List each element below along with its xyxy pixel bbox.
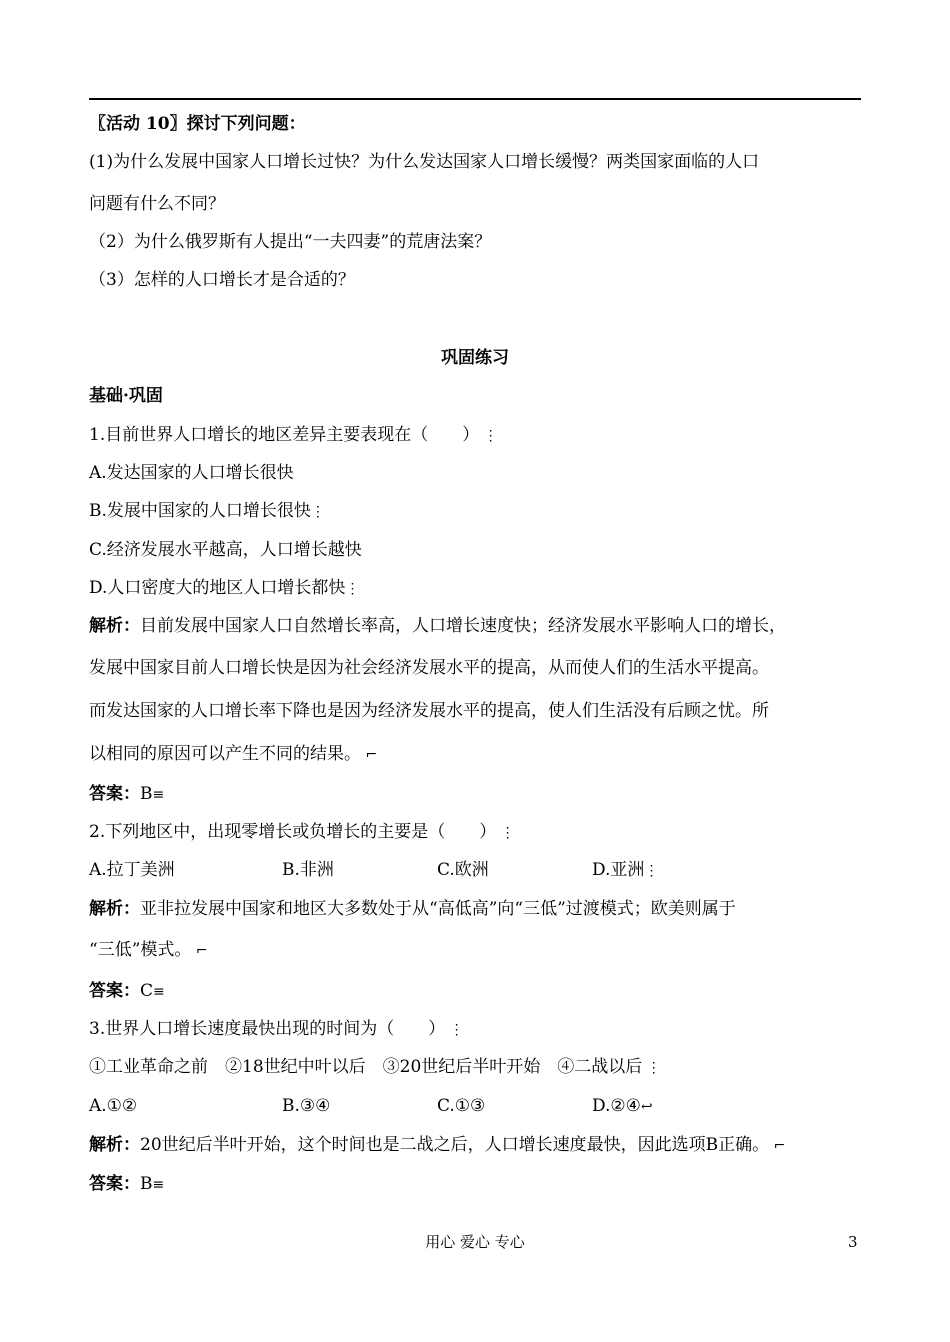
header-rule (89, 98, 861, 100)
question-2-analysis-line-1: 解析：亚非拉发展中国家和地区大多数处于从“高低高”向“三低”过渡模式；欧美则属于 (89, 899, 736, 919)
question-2-analysis-line-2: “三低”模式。 ⌐ (89, 940, 208, 960)
question-3-option-c: C.①③ (437, 1096, 486, 1116)
page-number: 3 (848, 1233, 858, 1251)
question-3-option-a: A.①② (89, 1096, 138, 1116)
question-1-option-c: C.经济发展水平越高，人口增长越快 (89, 540, 362, 560)
question-1-analysis-line-1: 解析：目前发展中国家人口自然增长率高，人口增长速度快；经济发展水平影响人口的增长， (89, 616, 786, 636)
activity-title: 〖活动 10〗探讨下列问题： (89, 114, 306, 134)
activity-question-1-line-1: (1)为什么发展中国家人口增长过快？为什么发达国家人口增长缓慢？两类国家面临的人口 (89, 152, 760, 172)
question-3-option-b: B.③④ (282, 1096, 331, 1116)
activity-question-3: （3）怎样的人口增长才是合适的？ (89, 270, 355, 290)
question-1-option-b: B.发展中国家的人口增长很快⋮ (89, 501, 325, 521)
question-1-analysis-line-3: 而发达国家的人口增长率下降也是因为经济发展水平的提高，使人们生活没有后顾之忧。所 (89, 701, 769, 721)
question-1-analysis-line-4: 以相同的原因可以产生不同的结果。 ⌐ (89, 744, 378, 764)
activity-question-2: （2）为什么俄罗斯有人提出“一夫四妻”的荒唐法案？ (89, 232, 492, 252)
subsection-title: 基础·巩固 (89, 386, 163, 406)
question-2-answer: 答案：C≡ (89, 981, 165, 1001)
page-footer: 用心 爱心 专心 (425, 1233, 525, 1251)
section-title: 巩固练习 (441, 348, 509, 368)
question-2-option-c: C.欧洲 (437, 860, 489, 880)
question-3-analysis-line-1: 解析：20世纪后半叶开始，这个时间也是二战之后，人口增长速度最快，因此选项B正确。 ⌐ (89, 1135, 786, 1155)
question-1-stem: 1.目前世界人口增长的地区差异主要表现在（ ） ⋮ (89, 425, 498, 445)
question-3-option-d: D.②④↩ (592, 1096, 653, 1116)
question-1-analysis-line-2: 发展中国家目前人口增长快是因为社会经济发展水平的提高，从而使人们的生活水平提高。 (89, 658, 769, 678)
question-1-answer: 答案：B≡ (89, 784, 165, 804)
edit-mark-icon: ↩ (640, 1099, 653, 1115)
question-3-items: ①工业革命之前 ②18世纪中叶以后 ③20世纪后半叶开始 ④二战以后 ⋮ (89, 1057, 661, 1077)
question-2-stem: 2.下列地区中，出现零增长或负增长的主要是（ ） ⋮ (89, 822, 515, 842)
question-2-option-d: D.亚洲⋮ (592, 860, 659, 880)
question-2-option-b: B.非洲 (282, 860, 334, 880)
activity-question-1-line-2: 问题有什么不同？ (89, 194, 225, 214)
question-2-option-a: A.拉丁美洲 (89, 860, 175, 880)
question-1-option-a: A.发达国家的人口增长很快 (89, 463, 294, 483)
question-1-option-d: D.人口密度大的地区人口增长都快⋮ (89, 578, 360, 598)
question-3-answer: 答案：B≡ (89, 1174, 165, 1194)
question-3-stem: 3.世界人口增长速度最快出现的时间为（ ） ⋮ (89, 1019, 464, 1039)
